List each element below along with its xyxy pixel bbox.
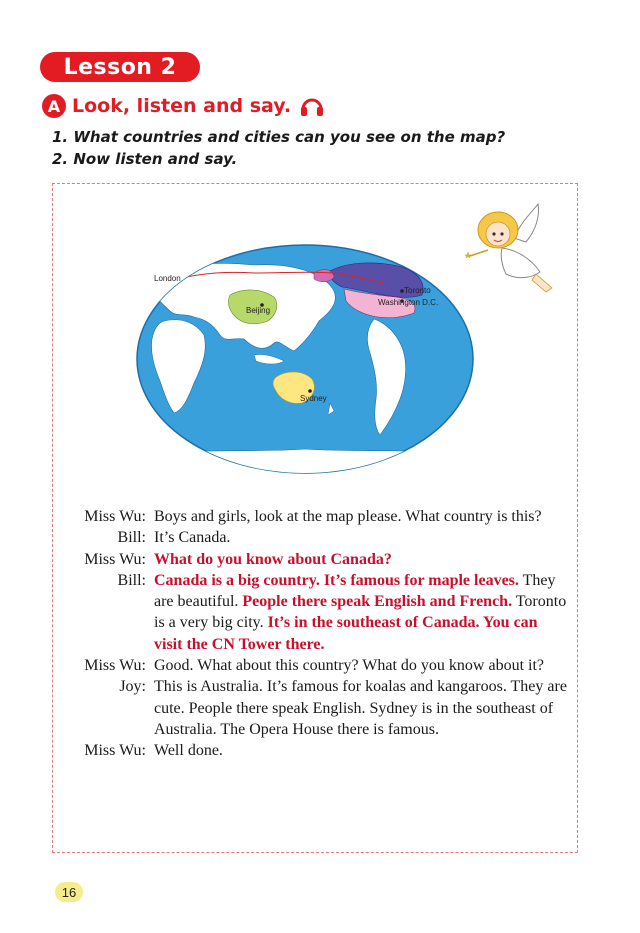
speaker-name: Bill: [117,529,146,547]
instruction-2: 2. Now listen and say. [52,150,238,168]
section-title: Look, listen and say. [72,95,292,117]
dialogue-text: This is Australia. It’s famous for koalas and kangaroos. They are cute. People there speak English. Sydney is in the southeast of Australia. The Opera House there is famous. [154,678,567,738]
highlighted-phrase: People there speak English and French. [242,593,513,611]
dialogue-text: Boys and girls, look at the map please. What country is this? [154,508,542,525]
dialogue-row [62,549,567,570]
map-greenland [426,257,454,275]
speaker-name: Miss Wu: [84,742,146,760]
dialogue-line [154,549,567,570]
dialogue-line [154,506,567,527]
highlighted-phrase: What do you know about Canada? [154,550,392,568]
section-badge: A [42,94,66,118]
lesson-title-pill [40,52,200,82]
map-label-beijing: Beijing [246,306,271,315]
instruction-1: 1. What countries and cities can you see on the map? [52,128,506,146]
dialogue-text: Toronto is a very big city. [154,593,567,632]
speaker-name: Joy: [119,678,146,696]
dialogue-row [62,655,567,676]
dialogue-text: Well done. [154,742,223,760]
map-antarctica [134,449,476,475]
world-map [134,243,476,475]
dialogue-line [154,527,567,548]
dialogue-text: It’s Canada. [154,529,231,547]
angel-illustration [462,200,562,310]
dialogue-row [62,570,567,655]
instructions [52,126,505,170]
dialogue-text: They are beautiful. [154,571,556,611]
speaker-name: Bill: [117,571,146,589]
section-header [42,92,325,120]
highlighted-phrase: Canada is a big country. It’s famous for maple leaves. [154,571,519,589]
speaker-name: Miss Wu: [84,550,146,568]
map-label-sydney: Sydney [300,394,327,403]
map-alaska [314,270,334,282]
map-label-toronto: Toronto [404,286,431,295]
map-label-washington: Washington D.C. [378,298,439,307]
map-sydney-dot [308,389,312,393]
dialogue-row [62,740,567,761]
dialogue-row [62,527,567,548]
dialogue-line [154,676,567,740]
dialogue-text: Good. What about this country? What do you know about it? [154,657,545,675]
highlighted-phrase: It’s in the southeast of Canada. You can visit the CN Tower there. [154,614,538,653]
speaker-name: Miss Wu: [84,657,146,675]
dialogue-line [154,570,567,655]
dialogue-row [62,506,567,527]
dialogue-line [154,655,567,676]
dialogue-row [62,676,567,740]
dialogue [62,506,567,762]
headphones-icon[interactable] [299,94,325,118]
dialogue-line [154,740,567,761]
page-number: 16 [55,882,83,902]
lesson-title: Lesson 2 [63,54,177,80]
map-label-london: London [154,274,181,283]
speaker-name: Miss Wu: [84,508,146,525]
